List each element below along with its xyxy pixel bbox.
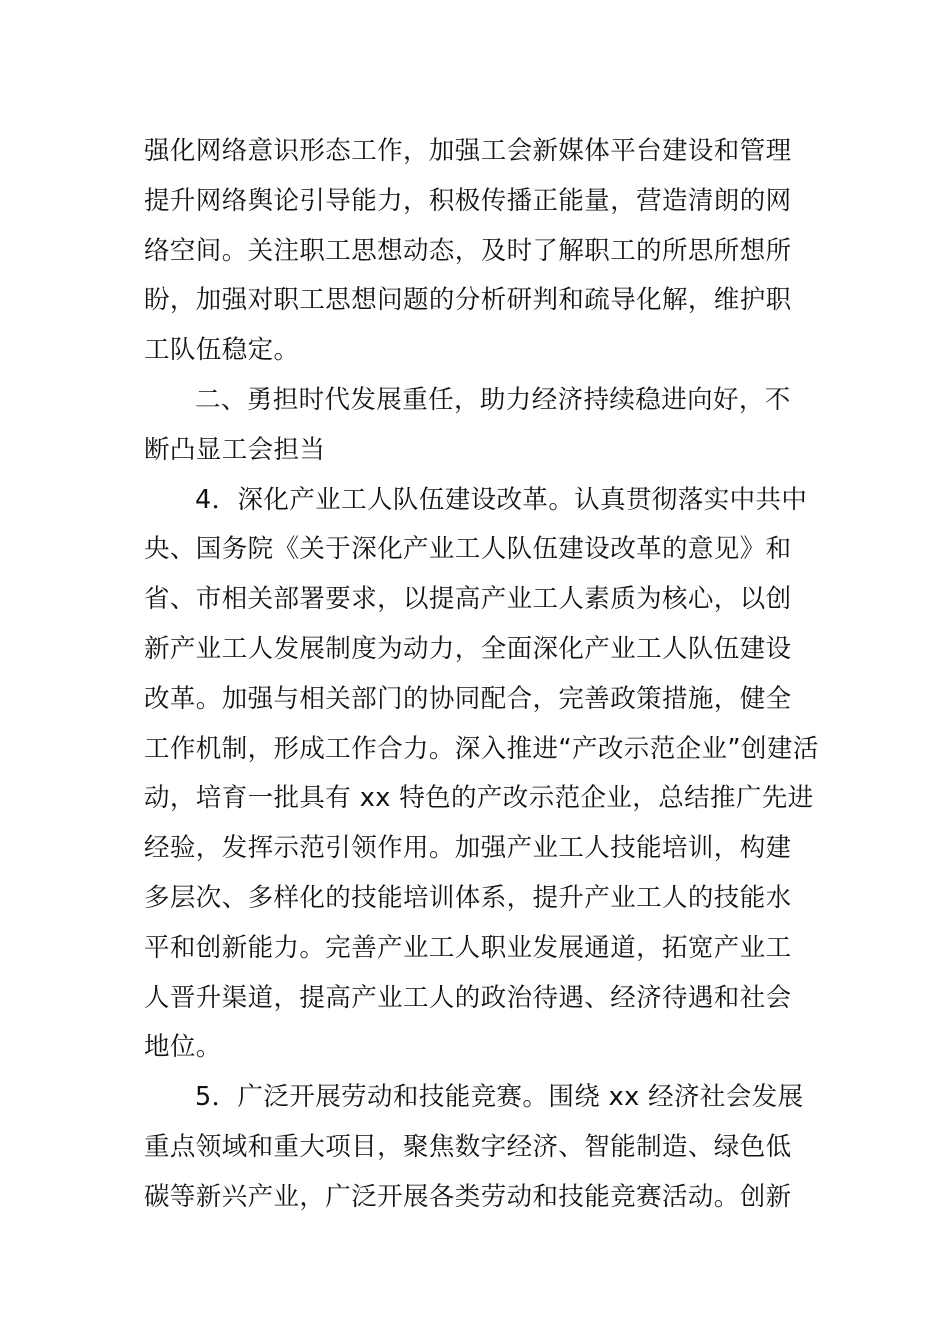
paragraph-start-line: 4．深化产业工人队伍建设改革。认真贯彻落实中共中 [195,484,808,515]
text-line: 省、市相关部署要求，以提高产业工人素质为核心，以创 [144,584,792,615]
text-line: 多层次、多样化的技能培训体系，提升产业工人的技能水 [144,882,792,913]
text-line: 强化网络意识形态工作，加强工会新媒体平台建设和管理 [144,136,792,166]
text-line: 改革。加强与相关部门的协同配合，完善政策措施，健全 [144,683,792,714]
section-heading-line: 二、勇担时代发展重任，助力经济持续稳进向好，不 [195,384,791,415]
text-line: 新产业工人发展制度为动力，全面深化产业工人队伍建设 [144,633,792,664]
document-body [144,127,819,1223]
text-line: 央、国务院《关于深化产业工人队伍建设改革的意见》和 [144,534,792,565]
text-line: 提升网络舆论引导能力，积极传播正能量，营造清朗的网 [144,185,792,216]
paragraph-start-line: 5．广泛开展劳动和技能竞赛。围绕 xx 经济社会发展 [195,1082,804,1113]
text-line: 重点领域和重大项目，聚焦数字经济、智能制造、绿色低 [144,1131,792,1162]
text-line: 经验，发挥示范引领作用。加强产业工人技能培训，构建 [144,833,792,864]
text-line: 工作机制，形成工作合力。深入推进“产改示范企业”创建活 [144,733,819,764]
text-line: 动，培育一批具有 xx 特色的产改示范企业，总结推广先进 [144,783,814,814]
text-line: 盼，加强对职工思想问题的分析研判和疏导化解，维护职 [144,285,792,316]
text-line: 碳等新兴产业，广泛开展各类劳动和技能竞赛活动。创新 [144,1181,792,1212]
text-line: 工队伍稳定。 [144,335,300,366]
text-line: 人晋升渠道，提高产业工人的政治待遇、经济待遇和社会 [144,982,792,1013]
text-line: 平和创新能力。完善产业工人职业发展通道，拓宽产业工 [144,932,792,963]
text-line: 地位。 [144,1032,222,1063]
section-heading-line: 断凸显工会担当 [144,434,326,465]
text-line: 络空间。关注职工思想动态，及时了解职工的所思所想所 [144,235,792,266]
